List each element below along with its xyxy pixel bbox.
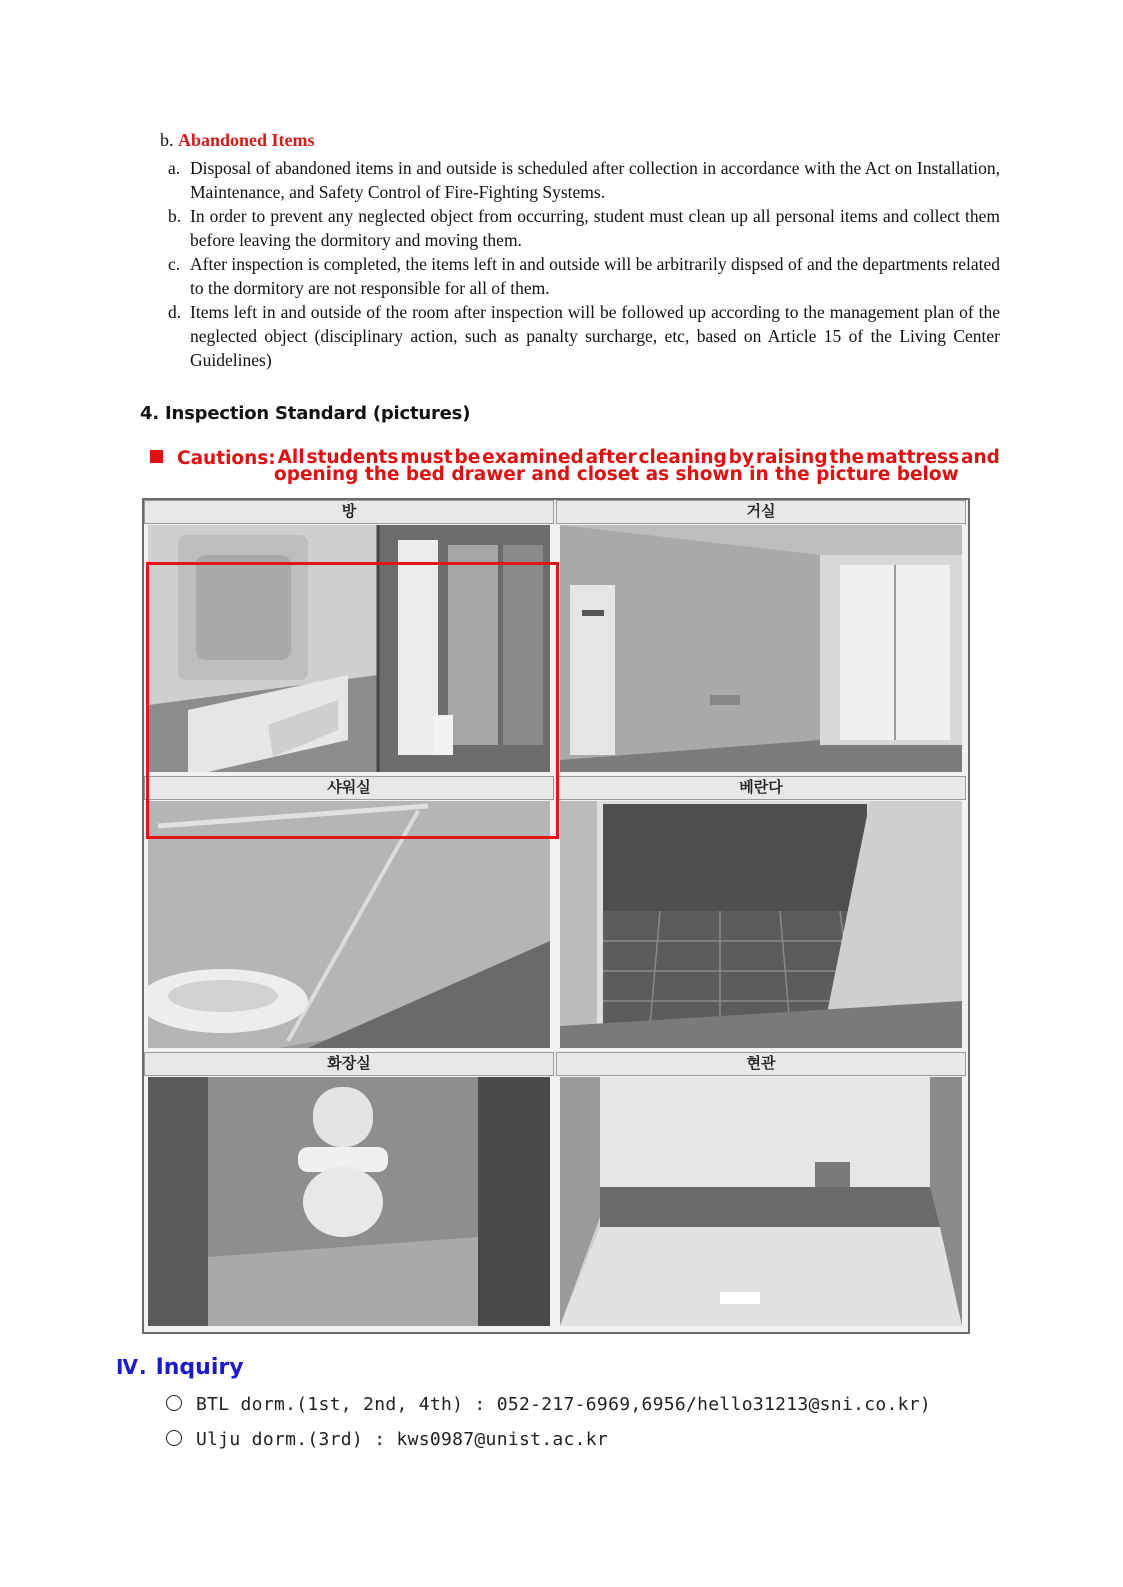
photo-cell-entrance	[556, 1052, 966, 1330]
section-b-title: Abandoned Items	[178, 130, 315, 150]
caution-bullet-with-label	[150, 450, 276, 467]
section-b-marker: b.	[160, 130, 174, 150]
list-item-marker: c.	[168, 254, 181, 274]
photo-caption-entrance: 현관	[556, 1052, 966, 1076]
caution-word: the	[829, 447, 865, 468]
caution-word: cleaning	[638, 447, 727, 468]
caution-word: mattress	[865, 447, 960, 468]
list-item-text: In order to prevent any neglected object from occurring, student must clean up all personal items and collect them before leaving the dormitory and moving them.	[190, 206, 1000, 250]
red-square-bullet-icon	[150, 450, 163, 463]
inquiry-line-ulju	[166, 1429, 608, 1450]
caution-word: must	[400, 447, 453, 468]
list-item	[168, 156, 1000, 204]
caution-word: after	[585, 447, 637, 468]
inquiry-line-btl	[166, 1394, 931, 1415]
list-item	[168, 300, 1000, 372]
caution-word: examined	[482, 447, 584, 468]
caution-line-2: opening the bed drawer and closet as shown in the picture below	[274, 464, 959, 485]
caution-word: by	[728, 447, 754, 468]
inquiry-title: Inquiry	[155, 1355, 244, 1380]
abandoned-items-list	[168, 156, 1000, 372]
balcony-photo	[560, 801, 962, 1048]
photo-caption-balcony: 베란다	[556, 776, 966, 800]
caution-word: Cautions:	[177, 448, 276, 469]
list-item-text: After inspection is completed, the items left in and outside will be arbitrarily dispsed of and the departments related to the dormitory are not responsible for all of them.	[190, 254, 1000, 298]
entrance-photo	[560, 1077, 962, 1326]
section-b-heading	[160, 130, 315, 151]
circle-bullet-icon	[166, 1430, 182, 1446]
caution-word: students	[306, 447, 399, 468]
photo-cell-toilet	[144, 1052, 554, 1330]
caution-word: be	[454, 447, 481, 468]
list-item	[168, 204, 1000, 252]
circle-bullet-icon	[166, 1395, 182, 1411]
inquiry-contact-text: Ulju dorm.(3rd) : kws0987@unist.ac.kr	[196, 1429, 609, 1450]
list-item-marker: a.	[168, 158, 181, 178]
list-item-text: Items left in and outside of the room after inspection will be followed up according to the management plan of the neglected object (disciplinary action, such as panalty surcharge, etc, based on Article 15 of the Living Center Guidelines)	[190, 302, 1000, 370]
caution-word: and	[960, 447, 1000, 468]
living-room-photo	[560, 525, 962, 772]
caution-word: All	[277, 447, 305, 468]
photo-caption-toilet: 화장실	[144, 1052, 554, 1076]
caution-note	[150, 447, 1000, 485]
photo-cell-living-room	[556, 500, 966, 776]
inspection-standard-heading: 4. Inspection Standard (pictures)	[140, 403, 471, 424]
list-item-marker: b.	[168, 206, 182, 226]
inquiry-roman-numeral: Ⅳ.	[116, 1355, 148, 1379]
inquiry-heading	[116, 1355, 244, 1380]
inquiry-contact-text: BTL dorm.(1st, 2nd, 4th) : 052-217-6969,6956/hello31213@sni.co.kr)	[196, 1394, 932, 1415]
list-item-marker: d.	[168, 302, 182, 322]
toilet-photo	[148, 1077, 550, 1326]
photo-cell-balcony	[556, 776, 966, 1052]
list-item-text: Disposal of abandoned items in and outside is scheduled after collection in accordance with the Act on Installation, Maintenance, and Safety Control of Fire-Fighting Systems.	[190, 158, 1000, 202]
caution-word: raising	[755, 447, 828, 468]
photo-caption-shower-room: 샤워실	[144, 776, 554, 800]
highlight-box	[146, 562, 559, 839]
photo-caption-room: 방	[144, 500, 554, 524]
list-item	[168, 252, 1000, 300]
photo-caption-living-room: 거실	[556, 500, 966, 524]
